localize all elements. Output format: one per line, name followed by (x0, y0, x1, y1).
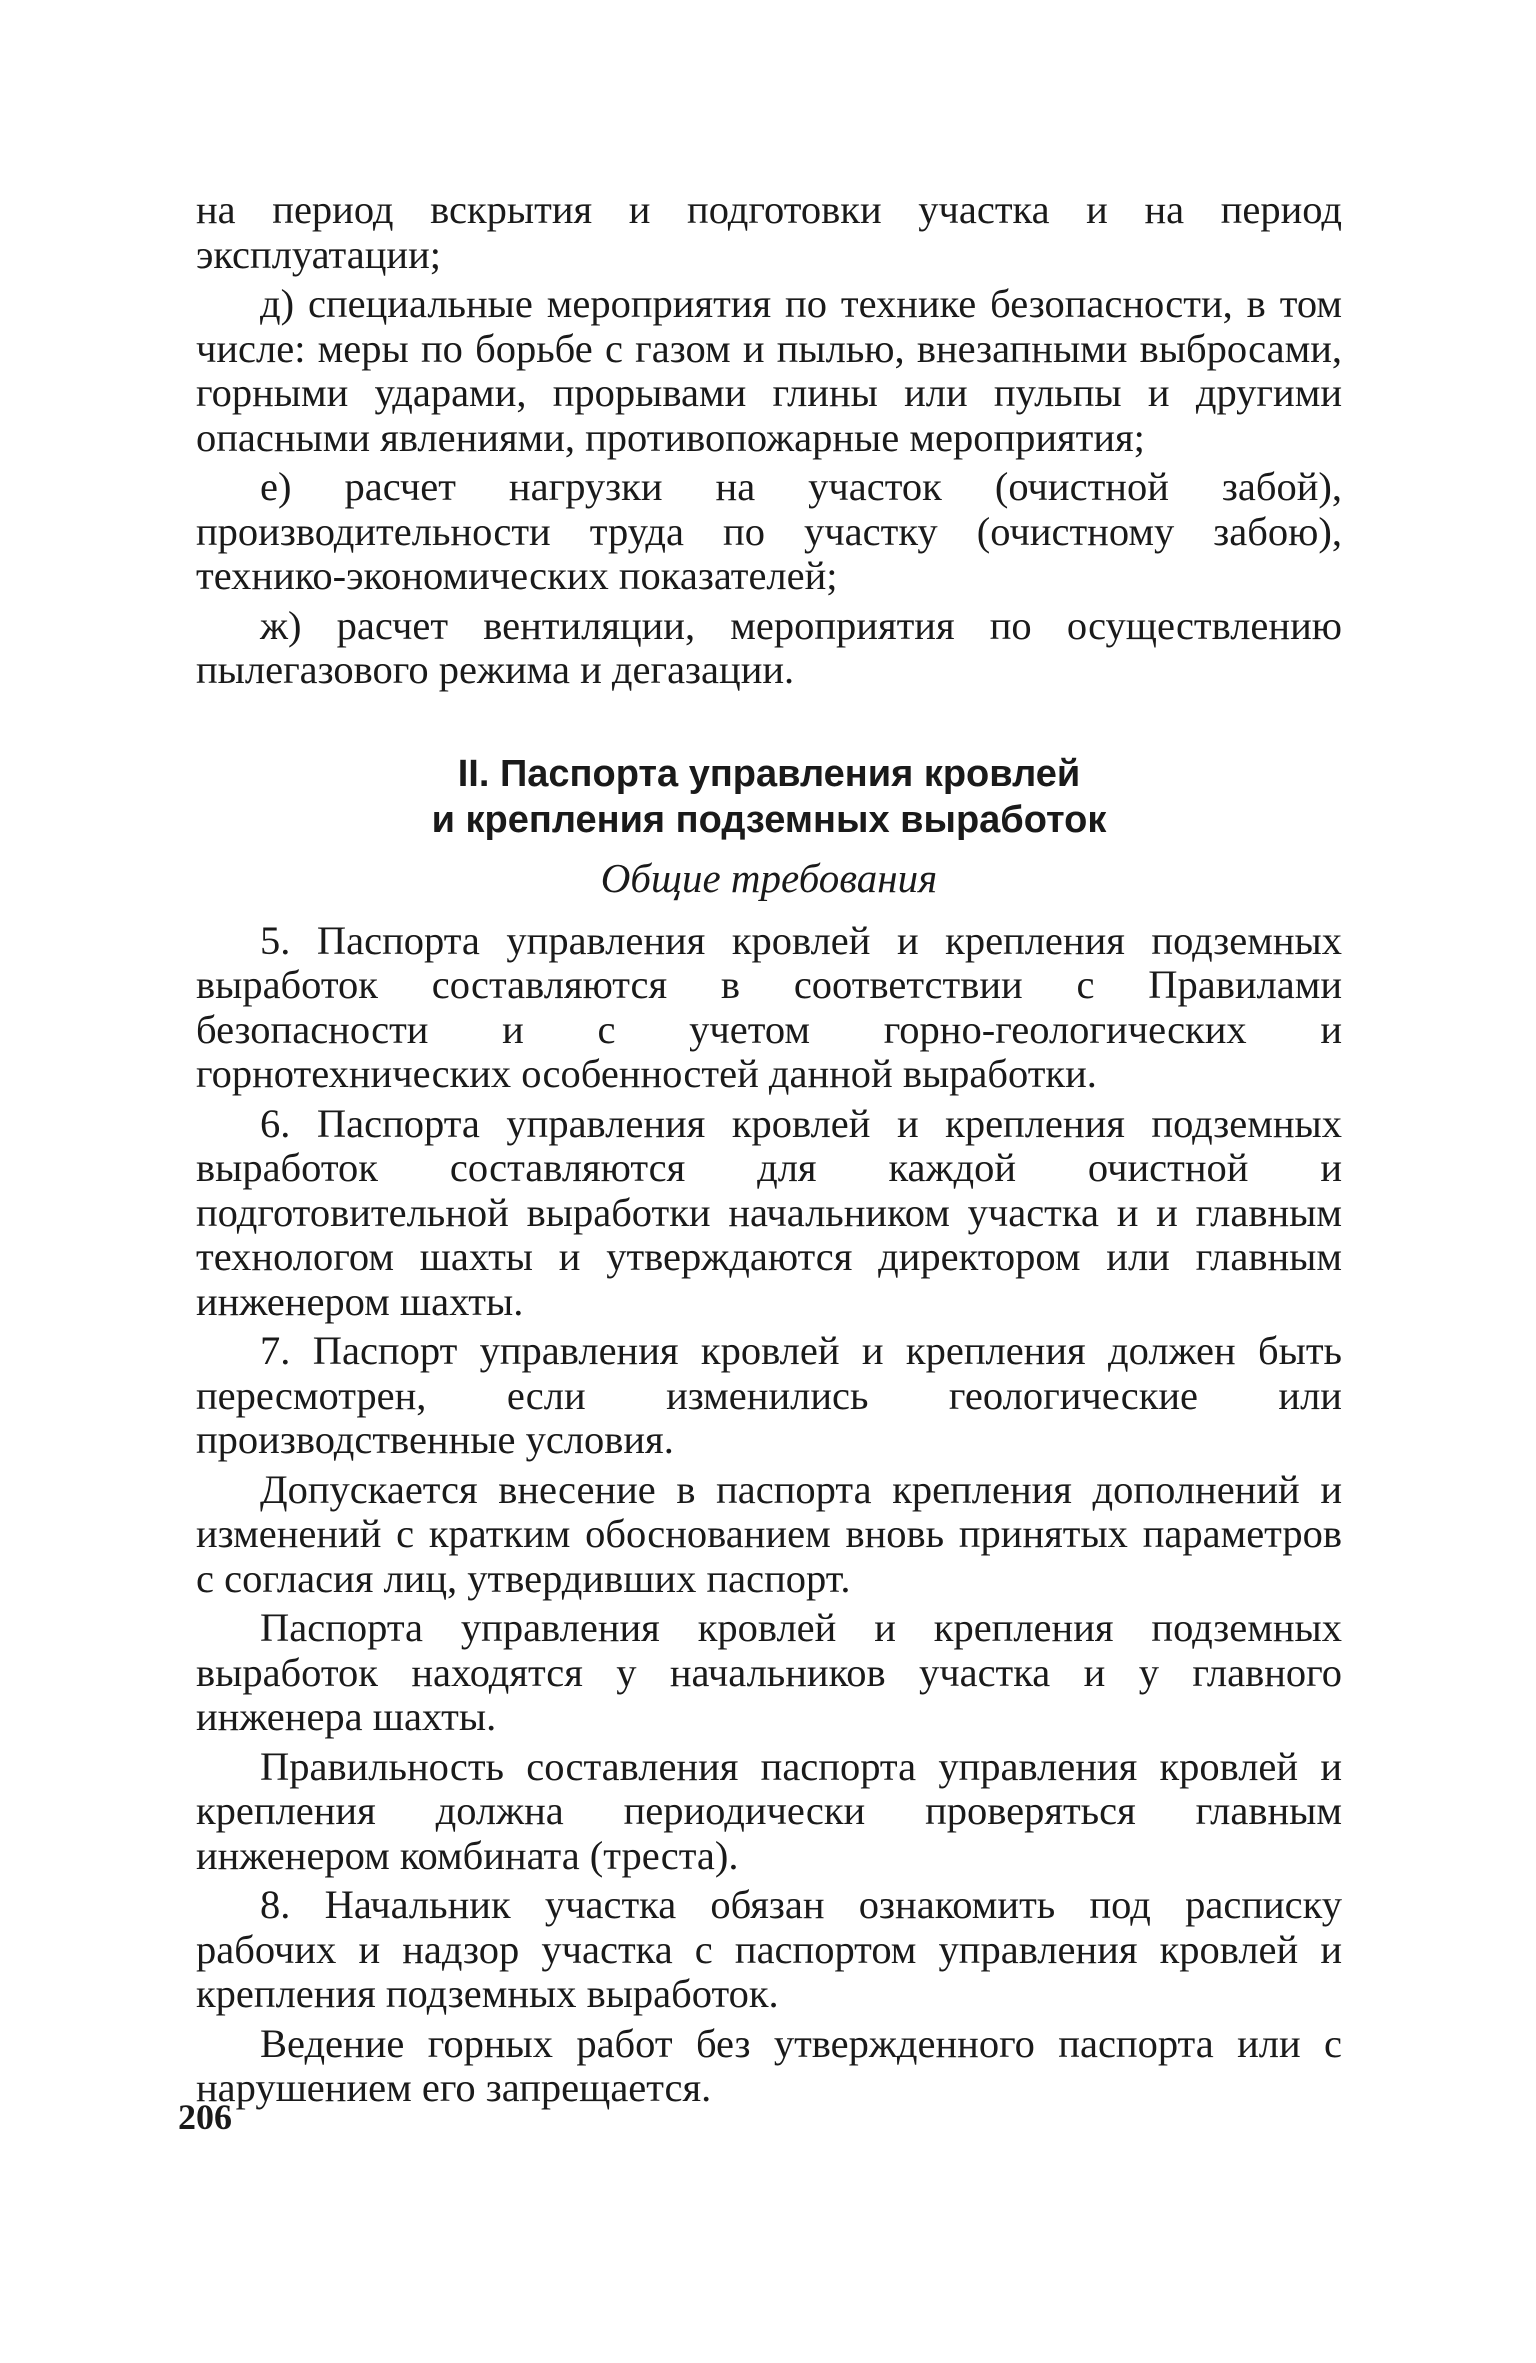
paragraph-item-zh: ж) расчет вентиляции, мероприятия по осуществлению пылегазового режима и дегазации. (196, 602, 1342, 692)
paragraph-item-e: е) расчет нагрузки на участок (очистной забой), производительности труда по участку (очистному забою), технико-экономических показателей; (196, 464, 1342, 598)
paragraph-item-5: 5. Паспорта управления кровлей и крепления подземных выработок составляются в соответствии с Правилами безопасности и с учетом горно-геологических и горнотехнических особенностей данной выработки. (196, 917, 1342, 1096)
paragraph-verification: Правильность составления паспорта управления кровлей и крепления должна периодически проверяться главным инженером комбината (треста). (196, 1743, 1342, 1878)
document-page (196, 188, 1342, 2116)
section-heading (196, 751, 1342, 843)
paragraph-amendments: Допускается внесение в паспорта крепления дополнений и изменений с кратким обоснованием вновь принятых параметров с согласия лиц, утвердивших паспорт. (196, 1466, 1342, 1601)
subsection-heading: Общие требования (600, 854, 938, 901)
page-number: 206 (178, 2097, 232, 2137)
section-heading-line-1: II. Паспорта управления кровлей (457, 752, 1081, 795)
paragraph-prohibition: Ведение горных работ без утвержденного паспорта или с нарушением его запрещается. (196, 2020, 1342, 2110)
paragraph-item-d: д) специальные мероприятия по технике безопасности, в том числе: меры по борьбе с газом и пылью, внезапными выбросами, горными ударами, прорывами глины или пульпы и другими опасными явлениями, противопожарные мероприятия; (196, 281, 1342, 460)
section-heading-line-2: и крепления подземных выработок (431, 798, 1107, 841)
paragraph-item-8: 8. Начальник участка обязан ознакомить под расписку рабочих и надзор участка с паспортом управления кровлей и крепления подземных выработок. (196, 1882, 1342, 2016)
paragraph-continuation: на период вскрытия и подготовки участка и на период эксплуатации; (196, 187, 1342, 277)
paragraph-item-6: 6. Паспорта управления кровлей и крепления подземных выработок составляются для каждой очистной и подготовительной выработки начальником участка и и главным технологом шахты и утверждаются директором или главным инженером шахты. (196, 1100, 1342, 1324)
paragraph-storage: Паспорта управления кровлей и крепления подземных выработок находятся у начальников участка и у главного инженера шахты. (196, 1605, 1342, 1739)
paragraph-item-7: 7. Паспорт управления кровлей и крепления должен быть пересмотрен, если изменились геологические или производственные условия. (196, 1328, 1342, 1462)
